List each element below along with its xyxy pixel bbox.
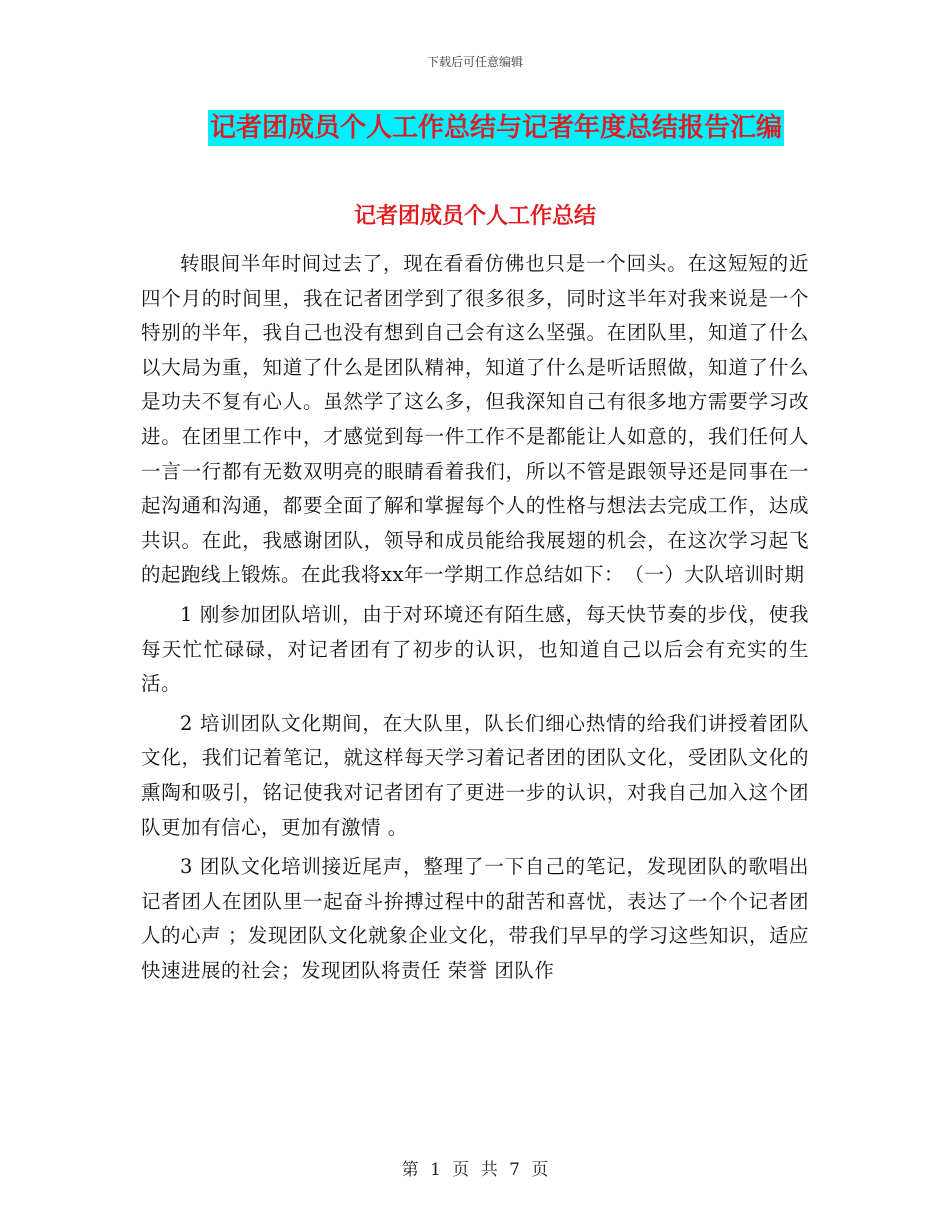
body-paragraph: 3 团队文化培训接近尾声，整理了一下自己的笔记，发现团队的歌唱出记者团人在团队里一起奋斗拚搏过程中的甜苦和喜忧，表达了一个个记者团人的心声 ；发现团队文化就象企业文化，带我们早早的学习这些知识，适应快速进展的社会；发现团队将责任 荣誉 团队作 xyxy=(141,855,809,982)
document-body xyxy=(141,247,809,993)
body-paragraph: 2 培训团队文化期间，在大队里，队长们细心热情的给我们讲授着团队文化，我们记着笔记，就这样每天学习着记者团的团队文化，受团队文化的熏陶和吸引，铭记使我对记者团有了更进一步的认识，对我自己加入这个团队更加有信心，更加有激情 。 xyxy=(141,711,809,839)
document-title: 记者团成员个人工作总结与记者年度总结报告汇编 xyxy=(208,110,784,146)
page-number-footer: 第 1 页 共 7 页 xyxy=(401,1160,549,1180)
page-header-note: 下载后可任意编辑 xyxy=(426,55,523,69)
body-paragraph: 1 刚参加团队培训，由于对环境还有陌生感，每天快节奏的步伐，使我每天忙忙碌碌，对记者团有了初步的认识，也知道自己以后会有充实的生活。 xyxy=(141,602,809,696)
document-title-container xyxy=(0,110,950,146)
body-paragraph: 转眼间半年时间过去了，现在看看仿佛也只是一个回头。在这短短的近四个月的时间里，我在记者团学到了很多很多，同时这半年对我来说是一个特别的半年，我自己也没有想到自己会有这么坚强。在团队里，知道了什么以大局为重，知道了什么是团队精神，知道了什么是听话照做，知道了什么是功夫不复有心人。虽然学了这么多，但我深知自己有很多地方需要学习改进。在团里工作中，才感觉到每一件工作不是都能让人如意的，我们任何人一言一行都有无数双明亮的眼睛看着我们，所以不管是跟领导还是同事在一起沟通和沟通，都要全面了解和掌握每个人的性格与想法去完成工作，达成共识。在此，我感谢团队，领导和成员能给我展翅的机会，在这次学习起飞的起跑线上锻炼。在此我将xx年一学期工作总结如下： （一）大队培训时期 xyxy=(141,252,809,587)
section-title: 记者团成员个人工作总结 xyxy=(353,204,596,229)
